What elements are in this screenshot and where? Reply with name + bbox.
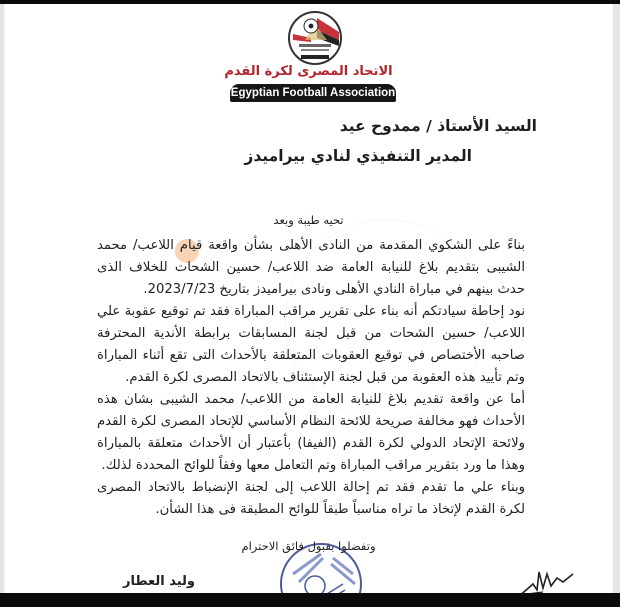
paragraph-referral: وبناء علي ما تقدم فقد تم إحالة اللاعب إلى لجنة الإنضباط بالاتحاد المصرى لكرة القدم لإتخاذ ما تراه مناسباً طبقاً للوائح المطبقة فى هذا الشأن. xyxy=(97,480,525,517)
paragraph-violation: أما عن واقعة تقديم بلاغ للنيابة العامة من اللاعب/ محمد الشيبى بشان هذه الأحداث فهو مخالفة صريحة للائحة النظام الأساسي للإتحاد المصرى لكرة القدم ولائحة الإتحاد الدولي لكرة القدم (الفيفا) بأعتبار أن الأحداث متعلقة بالمباراة وهذا ما ورد بتقرير مراقب المباراة وتم التعامل معها وفقاً للوائح المحددة لذلك. xyxy=(97,392,525,473)
org-name-arabic: الاتحاد المصرى لكرة القدم xyxy=(224,64,393,79)
closing-line: وتفضلوا بقبول فائق الاحترام xyxy=(241,539,376,553)
signer-name: وليد العطار xyxy=(123,574,196,589)
left-edge xyxy=(0,4,4,593)
handwritten-signature-icon xyxy=(513,560,579,593)
letter-page xyxy=(5,4,612,593)
bottom-black-bar xyxy=(0,593,620,607)
paragraph-complaint: بناءً على الشكوي المقدمة من النادى الأهلى بشأن واقعة قيام اللاعب/ محمد الشيبى بتقديم بلاغ للنيابة العامة ضد اللاعب/ حسين الشحات للخلاف الذى حدث بينهم في مباراة النادي الأهلى ونادى بيراميدز بتاريخ 2023/7/23. xyxy=(97,238,525,297)
addressee-position: المدير التنفيذي لنادي بيراميدز xyxy=(244,147,472,165)
paragraph-penalty: نود إحاطة سيادتكم أنه بناء على تقرير مراقب المباراة فقد تم توقيع عقوبة علي اللاعب/ حسين الشحات من قبل لجنة المسابقات برابطة الأندية المحترفة صاحبه الأختصاص في توقيع العقوبات المتعلقة بالأحداث التى تقع أثناء المباراة وتم تأييد هذه العقوبة من قبل لجنة الإستئناف بالاتحاد المصرى لكرة القدم. xyxy=(97,304,525,385)
greeting: تحيه طيبة وبعد xyxy=(273,213,344,227)
addressee: السيد الأستاذ / ممدوح عيد xyxy=(339,117,537,135)
efa-crest-icon xyxy=(287,10,343,66)
right-edge xyxy=(613,4,620,593)
org-name-english: Egyptian Football Association xyxy=(230,84,396,102)
